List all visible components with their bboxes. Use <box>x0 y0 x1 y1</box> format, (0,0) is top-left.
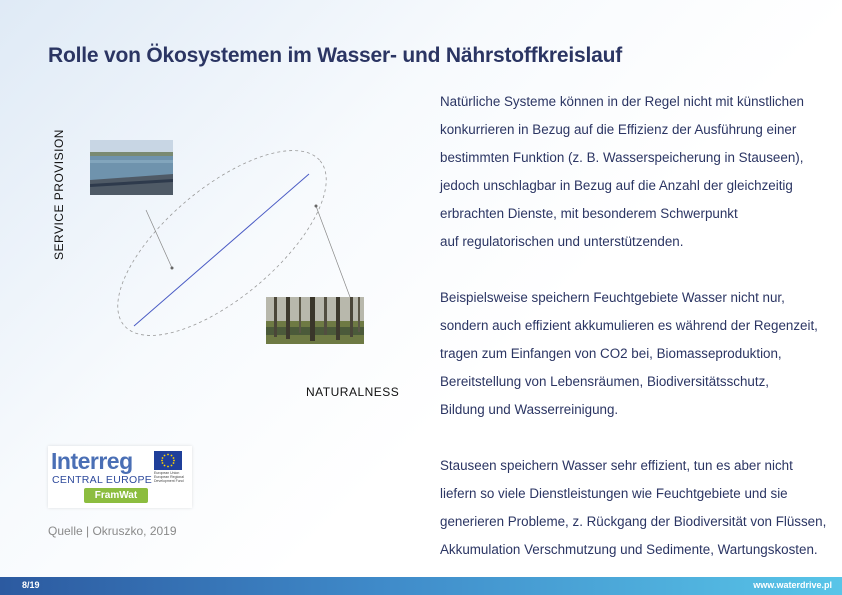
x-axis-label: NATURALNESS <box>306 385 400 399</box>
reservoir-point <box>171 267 174 270</box>
footer-bar <box>0 577 842 595</box>
page-number: 8/19 <box>22 580 40 590</box>
paragraph-reservoirs: Stauseen speichern Wasser sehr effizient, tun es aber nicht liefern so viele Dienstleistungen wie Feuchtgebiete und sie generieren Probleme, z. Rückgang der Biodiversität von Flüssen, Akkumulation Verschmutzung und Sedimente, Wartungskosten. <box>440 458 827 557</box>
body-text <box>440 88 840 592</box>
wetland-photo <box>266 297 364 344</box>
logo-fine-print: European Union European Regional Development Fund <box>154 471 184 483</box>
interreg-logo <box>48 446 192 508</box>
framwat-badge: FramWat <box>84 488 148 503</box>
slide-title: Rolle von Ökosystemen im Wasser- und Nährstoffkreislauf <box>48 44 623 67</box>
source-citation: Quelle | Okruszko, 2019 <box>48 524 177 538</box>
paragraph-wetlands: Beispielsweise speichern Feuchtgebiete Wasser nicht nur, sondern auch effizient akkumulieren es während der Regenzeit, tragen zum Einfangen von CO2 bei, Biomasseproduktion, Bereitstellung von Lebensräumen, Biodiversitätsschutz, Bildung und Wasserreinigung. <box>440 290 818 417</box>
paragraph-natural-systems: Natürliche Systeme können in der Regel nicht mit künstlichen konkurrieren in Bezug auf die Effizienz der Ausführung einer bestimmten Funktion (z. B. Wasserspeicherung in Stauseen), jedoch unschlagbar in Bezug auf die Anzahl der gleichzeitig erbrachten Dienste, mit besonderem Schwerpunkt auf regulatorischen und unterstützenden. <box>440 94 804 249</box>
reservoir-photo <box>90 140 173 195</box>
y-axis-label: SERVICE PROVISION <box>52 129 66 260</box>
logo-brand: Interreg <box>51 448 133 474</box>
logo-region: CENTRAL EUROPE <box>52 474 153 486</box>
wetland-point <box>315 205 318 208</box>
eu-flag-icon <box>154 451 182 470</box>
website-link[interactable]: www.waterdrive.pl <box>753 580 832 590</box>
wetland-connector <box>316 206 350 297</box>
reservoir-connector <box>146 210 172 268</box>
